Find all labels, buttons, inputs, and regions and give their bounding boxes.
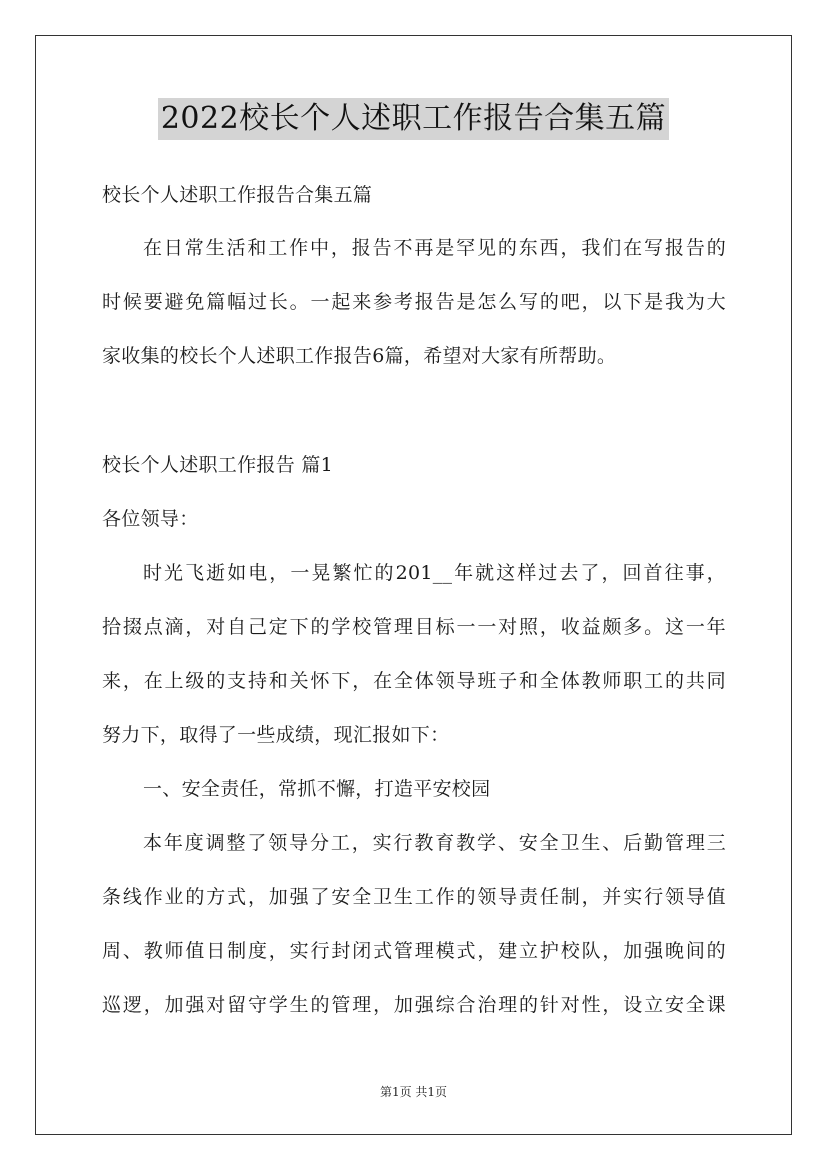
page-footer [0, 1084, 827, 1100]
document-subtitle: 校长个人述职工作报告合集五篇 [102, 184, 373, 206]
para1-line-4: 努力下，取得了一些成绩，现汇报如下： [102, 724, 450, 746]
para2-line-3: 周、教师值日制度，实行封闭式管理模式，建立护校队，加强晚间的 [102, 940, 726, 962]
document-title: 2022校长个人述职工作报告合集五篇 [158, 98, 669, 140]
title-block [0, 98, 827, 140]
para1-line-1: 时光飞逝如电，一晃繁忙的201__年就这样过去了，回首往事， [143, 562, 726, 584]
intro-line-3: 家收集的校长个人述职工作报告6篇，希望对大家有所帮助。 [102, 345, 617, 367]
para2-line-2: 条线作业的方式，加强了安全卫生工作的领导责任制，并实行领导值 [102, 886, 726, 908]
para2-line-1: 本年度调整了领导分工，实行教育教学、安全卫生、后勤管理三 [143, 832, 726, 854]
page-number: 第1页 共1页 [379, 1085, 448, 1099]
para1-line-3: 来，在上级的支持和关怀下，在全体领导班子和全体教师职工的共同 [102, 670, 726, 692]
intro-line-2: 时候要避免篇幅过长。一起来参考报告是怎么写的吧，以下是我为大 [102, 291, 726, 313]
para2-line-4: 巡逻，加强对留守学生的管理，加强综合治理的针对性，设立安全课 [102, 994, 726, 1016]
para1-line-2: 拾掇点滴，对自己定下的学校管理目标一一对照，收益颇多。这一年 [102, 616, 726, 638]
item1-heading: 一、安全责任，常抓不懈，打造平安校园 [143, 778, 491, 800]
intro-line-1: 在日常生活和工作中，报告不再是罕见的东西，我们在写报告的 [143, 237, 726, 259]
salutation: 各位领导： [102, 508, 199, 530]
section-heading: 校长个人述职工作报告 篇1 [102, 454, 334, 476]
